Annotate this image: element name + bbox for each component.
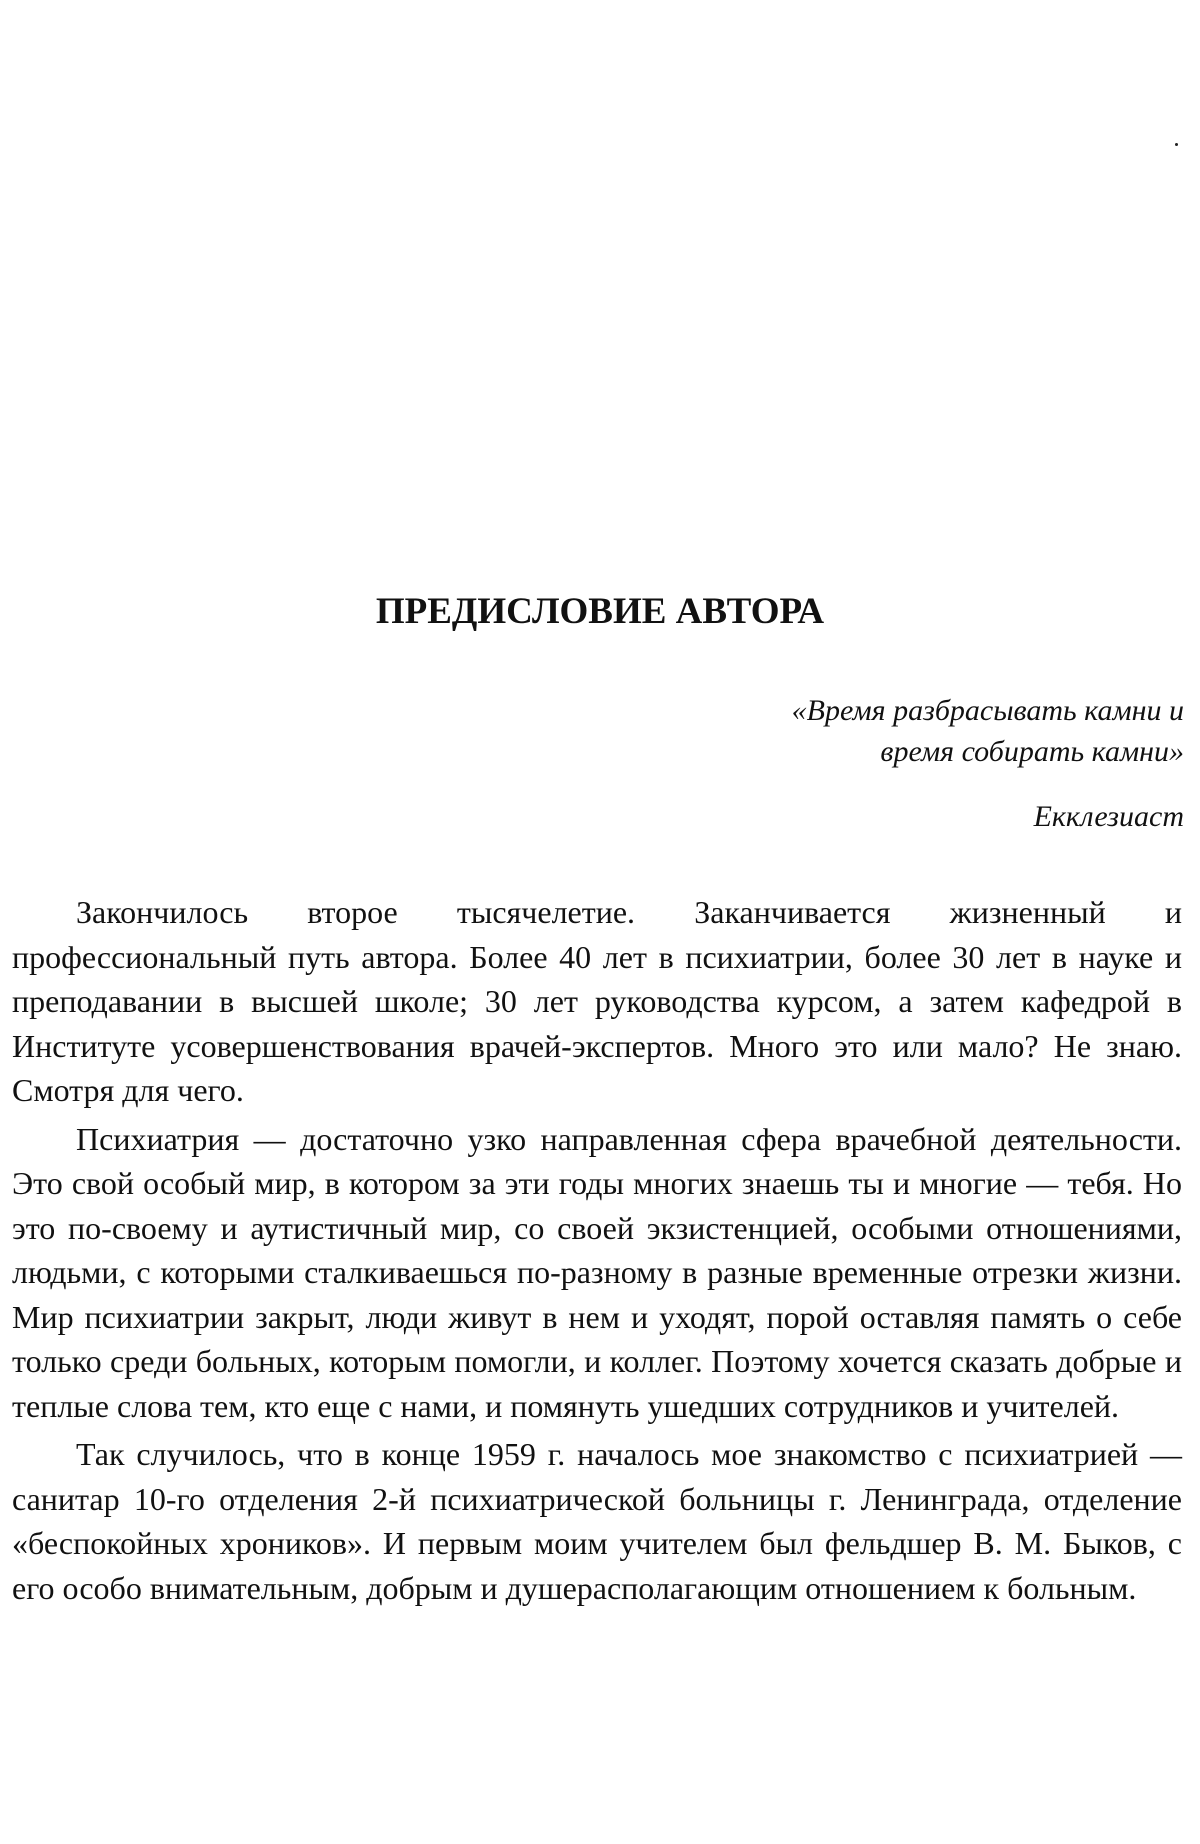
epigraph-line-1: «Время разбрасывать камни и: [791, 694, 1184, 727]
epigraph-attribution: Екклезиаст: [1033, 800, 1184, 833]
page-title: ПРЕДИСЛОВИЕ АВТОРА: [375, 591, 825, 632]
epigraph-line-2: время собирать камни»: [880, 735, 1184, 768]
body-text: [12, 890, 1182, 1614]
print-speck: [1175, 143, 1178, 146]
paragraph: Так случилось, что в конце 1959 г. началось мое знакомство с психиатрией — санитар 10-го отделения 2-й психиатрической больницы г. Ленинграда, отделение «беспокойных хроников». И первым моим учителем был фельдшер В. М. Быков, с его особо внимательным, добрым и душерасполагающим отношением к больным.: [12, 1436, 1182, 1606]
epigraph: [484, 690, 1184, 772]
paragraph: Психиатрия — достаточно узко направленная сфера врачебной деятельности. Это свой особый мир, в котором за эти годы многих знаешь ты и многие — тебя. Но это по-своему и аутистичный мир, со своей экзистенцией, особыми отношениями, людьми, с которыми сталкиваешься по-разному в разные временные отрезки жизни. Мир психиатрии закрыт, люди живут в нем и уходят, порой оставляя память о себе только среди больных, которым помогли, и коллег. Поэтому хочется сказать добрые и теплые слова тем, кто еще с нами, и помянуть ушедших сотрудников и учителей.: [12, 1120, 1182, 1424]
paragraph: Закончилось второе тысячелетие. Заканчивается жизненный и профессиональный путь автора. Более 40 лет в психиатрии, более 30 лет в науке и преподавании в высшей школе; 30 лет руководства курсом, а затем кафедрой в Институте усовершенствования врачей-экспертов. Много это или мало? Не знаю. Смотря для чего.: [12, 894, 1182, 1108]
